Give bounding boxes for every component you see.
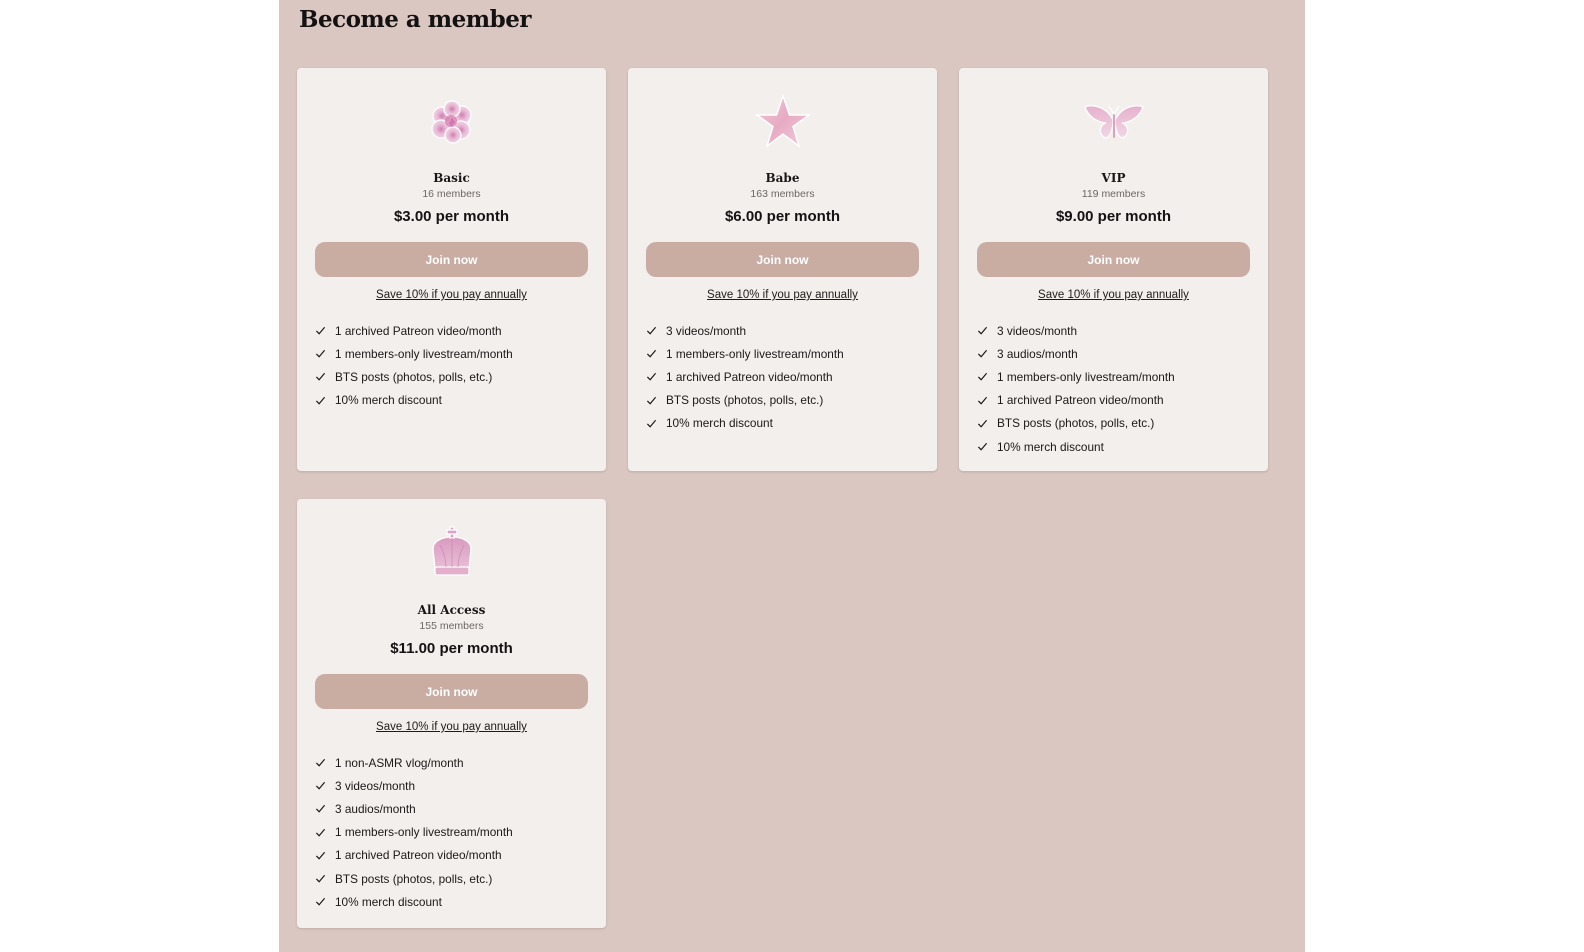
check-icon <box>977 348 988 359</box>
tier-name: Babe <box>765 171 800 185</box>
benefit-label: 3 videos/month <box>335 778 416 793</box>
benefit-item <box>315 751 513 774</box>
tier-name: All Access <box>417 603 486 617</box>
crown-icon <box>420 525 484 581</box>
annual-discount-link[interactable]: Save 10% if you pay annually <box>376 289 527 301</box>
tier-price: $6.00 per month <box>724 208 841 225</box>
benefit-item <box>977 342 1175 365</box>
check-icon <box>977 371 988 382</box>
check-icon <box>646 418 657 429</box>
benefit-label: 1 archived Patreon video/month <box>335 848 502 863</box>
benefit-item <box>315 821 513 844</box>
membership-section <box>279 0 1305 952</box>
member-count: 16 members <box>422 188 481 200</box>
butterfly-icon <box>1082 94 1146 150</box>
benefit-label: BTS posts (photos, polls, etc.) <box>335 871 493 886</box>
benefit-label: 10% merch discount <box>335 393 442 408</box>
benefit-label: BTS posts (photos, polls, etc.) <box>666 393 824 408</box>
benefit-item <box>977 319 1175 342</box>
check-icon <box>315 780 326 791</box>
benefit-label: BTS posts (photos, polls, etc.) <box>335 369 493 384</box>
benefit-item <box>977 389 1175 412</box>
check-icon <box>646 348 657 359</box>
benefit-item <box>315 844 513 867</box>
check-icon <box>315 803 326 814</box>
tier-card-babe <box>628 68 937 471</box>
join-now-button[interactable]: Join now <box>977 242 1250 277</box>
check-icon <box>646 371 657 382</box>
tier-name: VIP <box>1101 171 1126 185</box>
join-now-button[interactable]: Join now <box>315 242 588 277</box>
tier-name: Basic <box>433 171 470 185</box>
benefit-item <box>646 389 844 412</box>
check-icon <box>315 325 326 336</box>
star-icon <box>751 94 815 150</box>
benefit-item <box>977 412 1175 435</box>
benefit-label: BTS posts (photos, polls, etc.) <box>997 416 1155 431</box>
check-icon <box>977 325 988 336</box>
benefit-item <box>977 365 1175 388</box>
benefit-label: 3 videos/month <box>666 323 747 338</box>
check-icon <box>977 395 988 406</box>
benefit-label: 1 non-ASMR vlog/month <box>335 755 464 770</box>
benefit-label: 1 archived Patreon video/month <box>666 369 833 384</box>
benefit-label: 10% merch discount <box>666 416 773 431</box>
benefit-item <box>315 389 513 412</box>
benefit-label: 1 members-only livestream/month <box>335 346 513 361</box>
check-icon <box>977 441 988 452</box>
join-now-button[interactable]: Join now <box>315 674 588 709</box>
check-icon <box>315 896 326 907</box>
check-icon <box>646 395 657 406</box>
benefit-item <box>646 365 844 388</box>
member-count: 163 members <box>750 188 815 200</box>
benefit-item <box>977 435 1175 458</box>
annual-discount-link[interactable]: Save 10% if you pay annually <box>707 289 858 301</box>
benefit-label: 10% merch discount <box>335 894 442 909</box>
benefit-label: 3 audios/month <box>997 346 1078 361</box>
check-icon <box>315 371 326 382</box>
benefits-list <box>315 319 513 412</box>
annual-discount-link[interactable]: Save 10% if you pay annually <box>1038 289 1189 301</box>
benefits-list <box>977 319 1175 458</box>
member-count: 119 members <box>1081 188 1146 200</box>
tier-price: $9.00 per month <box>1055 208 1172 225</box>
member-count: 155 members <box>419 620 484 632</box>
benefit-label: 1 archived Patreon video/month <box>335 323 502 338</box>
check-icon <box>315 850 326 861</box>
benefit-item <box>315 365 513 388</box>
benefit-item <box>315 342 513 365</box>
tier-price: $3.00 per month <box>393 208 510 225</box>
flower-icon <box>420 94 484 150</box>
tier-card-vip <box>959 68 1268 471</box>
page-title: Become a member <box>299 6 531 33</box>
benefits-list <box>315 751 513 913</box>
check-icon <box>315 395 326 406</box>
benefit-item <box>315 319 513 342</box>
benefit-item <box>315 867 513 890</box>
benefit-item <box>646 342 844 365</box>
benefit-item <box>315 797 513 820</box>
annual-discount-link[interactable]: Save 10% if you pay annually <box>376 721 527 733</box>
benefit-item <box>646 412 844 435</box>
benefit-label: 3 audios/month <box>335 801 416 816</box>
benefit-item <box>315 890 513 913</box>
tier-card-basic <box>297 68 606 471</box>
check-icon <box>315 348 326 359</box>
tier-card-all-access <box>297 499 606 928</box>
join-now-button[interactable]: Join now <box>646 242 919 277</box>
check-icon <box>977 418 988 429</box>
benefit-label: 1 archived Patreon video/month <box>997 393 1164 408</box>
tier-price: $11.00 per month <box>390 640 513 657</box>
benefit-item <box>315 774 513 797</box>
check-icon <box>315 757 326 768</box>
check-icon <box>315 873 326 884</box>
benefit-label: 1 members-only livestream/month <box>666 346 844 361</box>
benefit-item <box>646 319 844 342</box>
benefit-label: 10% merch discount <box>997 439 1104 454</box>
benefit-label: 1 members-only livestream/month <box>997 369 1175 384</box>
benefit-label: 1 members-only livestream/month <box>335 825 513 840</box>
check-icon <box>646 325 657 336</box>
check-icon <box>315 827 326 838</box>
benefits-list <box>646 319 844 435</box>
benefit-label: 3 videos/month <box>997 323 1078 338</box>
